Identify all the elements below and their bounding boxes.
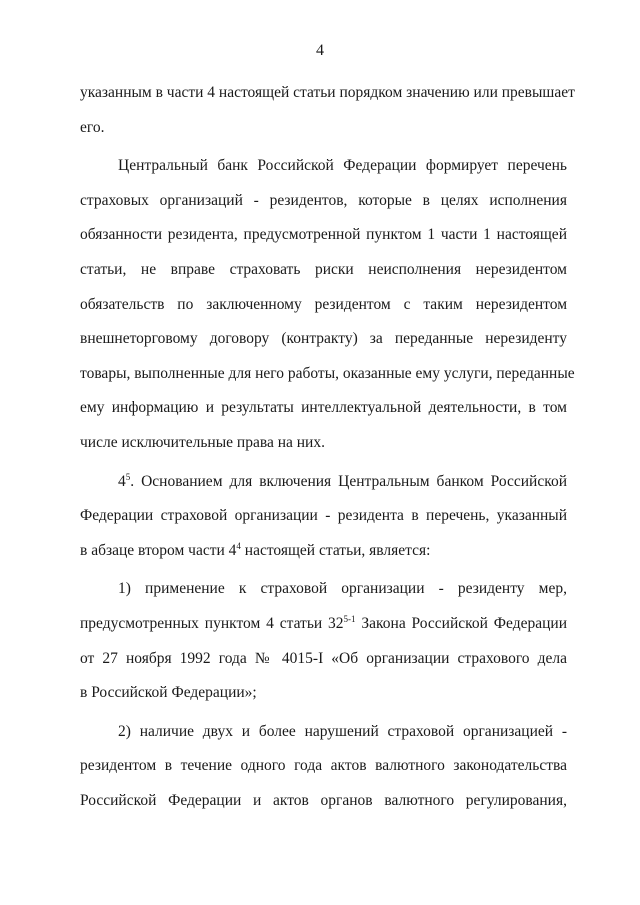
text-line	[80, 465, 567, 500]
text-line: указанным в части 4 настоящей статьи порядком значению или превышает	[80, 84, 575, 101]
text-line: товары, выполненные для него работы, оказанные ему услуги, переданные	[80, 364, 575, 382]
text-line	[80, 607, 567, 642]
page-number: 4	[316, 42, 324, 59]
text-fragment: настоящей статьи, является:	[240, 541, 431, 559]
superscript: 4	[236, 540, 241, 551]
part-number: 4	[118, 472, 126, 490]
text-line: обязательств по заключенному резидентом с таким нерезидентом	[80, 295, 567, 313]
text-line: Федерации страховой организации - резидента в перечень, указанный	[80, 507, 567, 525]
text-line: Российской Федерации и актов органов валютного регулирования,	[80, 791, 567, 809]
superscript: 5-1	[343, 613, 356, 624]
text-line: внешнеторговому договору (контракту) за переданные нерезиденту	[80, 330, 567, 348]
text-fragment: . Основанием для включения Центральным банком Российской	[130, 472, 567, 490]
text-line: обязанности резидента, предусмотренной пунктом 1 части 1 настоящей	[80, 226, 567, 244]
text-line: его.	[80, 118, 105, 136]
text-line: резидентом в течение одного года актов валютного законодательства	[80, 757, 567, 775]
text-line: 2) наличие двух и более нарушений страховой организацией -	[118, 722, 567, 740]
paragraph-insurers-list	[80, 149, 575, 460]
list-item-2	[80, 715, 567, 819]
text-line: ему информацию и результаты интеллектуальной деятельности, в том	[80, 399, 567, 417]
text-line: от 27 ноября 1992 года № 4015-I «Об организации страхового дела	[80, 649, 567, 667]
text-line: 1) применение к страховой организации - резиденту мер,	[118, 580, 567, 598]
text-line: числе исключительные права на них.	[80, 433, 325, 451]
text-fragment: в абзаце втором части 4	[80, 541, 237, 559]
text-line	[80, 534, 567, 569]
text-line: Центральный банк Российской Федерации формирует перечень	[118, 157, 567, 175]
paragraph-part-4-5	[80, 465, 567, 569]
text-fragment: Закона Российской Федерации	[355, 614, 567, 632]
list-item-1	[80, 572, 567, 710]
document-body	[80, 76, 575, 818]
text-line: в Российской Федерации»;	[80, 684, 257, 702]
text-line: статьи, не вправе страховать риски неисполнения нерезидентом	[80, 260, 567, 278]
text-fragment: предусмотренных пунктом 4 статьи 32	[80, 614, 344, 632]
part-number-superscript: 5	[125, 471, 131, 482]
paragraph-continuation	[80, 76, 575, 145]
text-line: страховых организаций - резидентов, которые в целях исполнения	[80, 191, 567, 209]
